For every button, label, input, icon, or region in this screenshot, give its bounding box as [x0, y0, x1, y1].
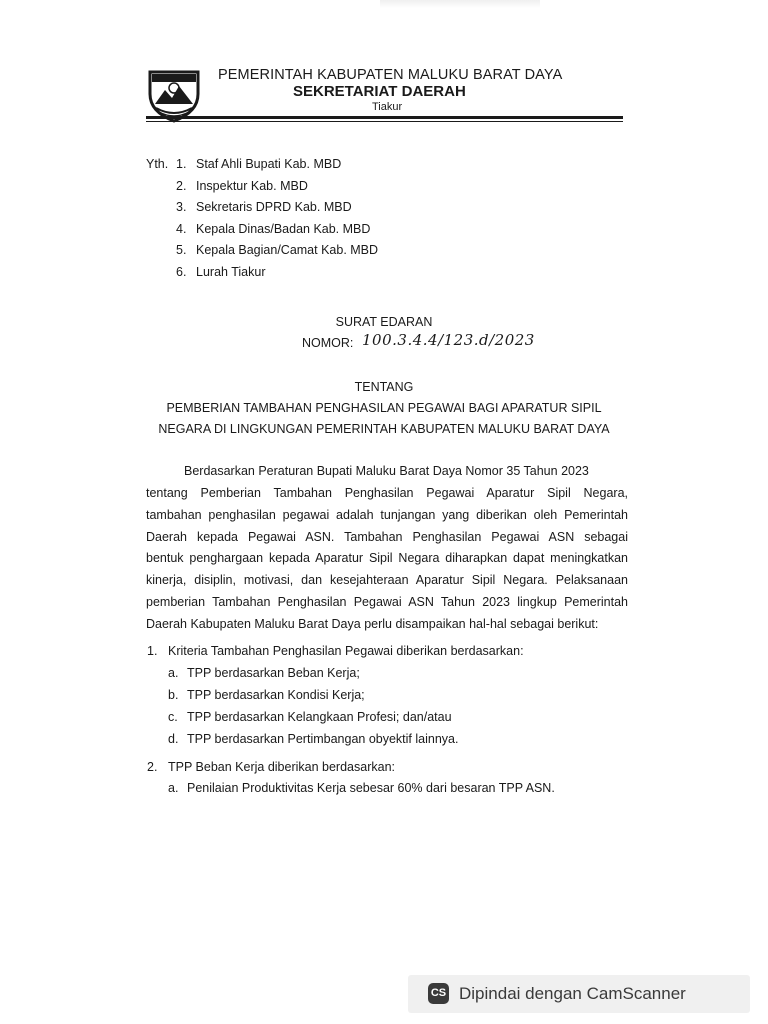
government-name: PEMERINTAH KABUPATEN MALUKU BARAT DAYA: [218, 67, 563, 83]
paragraph-line: Berdasarkan Peraturan Bupati Maluku Barat Daya Nomor 35 Tahun 2023: [184, 464, 589, 478]
letter-number-label: NOMOR:: [302, 336, 354, 350]
letter-type: SURAT EDARAN: [335, 315, 433, 329]
salutation: Yth.: [146, 157, 169, 171]
paragraph-line: tambahan penghasilan pegawai adalah tunjangan yang diberikan oleh Pemerintah: [146, 508, 628, 522]
paragraph-line: kinerja, disiplin, motivasi, dan kesejahteraan Aparatur Sipil Negara. Pelaksanaan: [146, 573, 628, 587]
paragraph-line: pemberian Tambahan Penghasilan Pegawai ASN Tahun 2023 lingkup Pemerintah: [146, 595, 628, 609]
about-label: TENTANG: [354, 380, 414, 394]
scan-edge-shadow: [380, 0, 540, 8]
letter-number-handwritten: 100.3.4.4/123.d/2023: [362, 331, 535, 349]
subject-line-2: NEGARA DI LINGKUNGAN PEMERINTAH KABUPATEN MALUKU BARAT DAYA: [158, 422, 610, 436]
camscanner-logo-icon: CS: [428, 983, 449, 1004]
paragraph-line: Daerah Kabupaten Maluku Barat Daya perlu disampaikan hal-hal sebagai berikut:: [146, 617, 599, 631]
paragraph-line: bentuk penghargaan kepada Aparatur Sipil Negara diharapkan dapat meningkatkan: [146, 551, 628, 565]
city-name: Tiakur: [372, 101, 403, 113]
scanned-document-page: PEMERINTAH KABUPATEN MALUKU BARAT DAYA SEKRETARIAT DAERAH Tiakur Yth. 1. Staf Ahli Bupati Kab. MBD 2. Inspektur Kab. MBD 3. Sekretaris DPRD Kab. MBD 4. Kepala Dinas/Badan Kab. MBD 5. Kepala Bagian/Camat Kab. MBD 6. Lurah Tiakur SURAT EDARAN NOMOR: 100.3.4.4/123.d/2023 TENTANG PEMBERIAN TAMBAHAN PENGHASILAN PEGAWAI BAGI APARATUR SIPIL NEGARA DI LINGKUNGAN PEMERINTAH KABUPATEN MALUKU BARAT DAYA Berdasarkan Peraturan Bupati Maluku Barat Daya Nomor 35 Tahun 2023 tentang Pemberian Tambahan Penghasilan Pegawai Aparatur Sipil Negara, tambahan penghasilan pegawai adalah tunjangan yang diberikan oleh Pemerintah Daerah kepada Pegawai ASN. Tambahan Penghasilan Pegawai ASN sebagai bentuk penghargaan kepada Aparatur Sipil Negara diharapkan dapat meningkatkan kinerja, disiplin, motivasi, dan kesejahteraan Aparatur Sipil Negara. Pelaksanaan pemberian Tambahan Penghasilan Pegawai ASN Tahun 2023 lingkup Pemerintah Daerah Kabupaten Maluku Barat Daya perlu disampaikan hal-hal sebagai berikut: 1. Kriteria Tambahan Penghasilan Pegawai diberikan berdasarkan: a. TPP berdasarkan Beban Kerja; b. TPP berdasarkan Kondisi Kerja; c. TPP berdasarkan Kelangkaan Profesi; dan/atau d. TPP berdasarkan Pertimbangan obyektif lainnya. 2. TPP Beban Kerja diberikan berdasarkan: a. Penilaian Produktivitas Kerja sebesar 60% dari besaran TPP ASN. CS Dipindai dengan CamScanner: [0, 0, 768, 1024]
camscanner-text: Dipindai dengan CamScanner: [459, 984, 686, 1003]
camscanner-watermark: [408, 975, 750, 1013]
paragraph-line: Daerah kepada Pegawai ASN. Tambahan Penghasilan Pegawai ASN sebagai: [146, 530, 628, 544]
paragraph-line: tentang Pemberian Tambahan Penghasilan Pegawai Aparatur Sipil Negara,: [146, 486, 628, 500]
subject-line-1: PEMBERIAN TAMBAHAN PENGHASILAN PEGAWAI BAGI APARATUR SIPIL: [166, 401, 602, 415]
letterhead-divider: [146, 116, 623, 119]
letterhead-divider-thin: [146, 121, 623, 122]
department-name: SEKRETARIAT DAERAH: [293, 83, 466, 100]
